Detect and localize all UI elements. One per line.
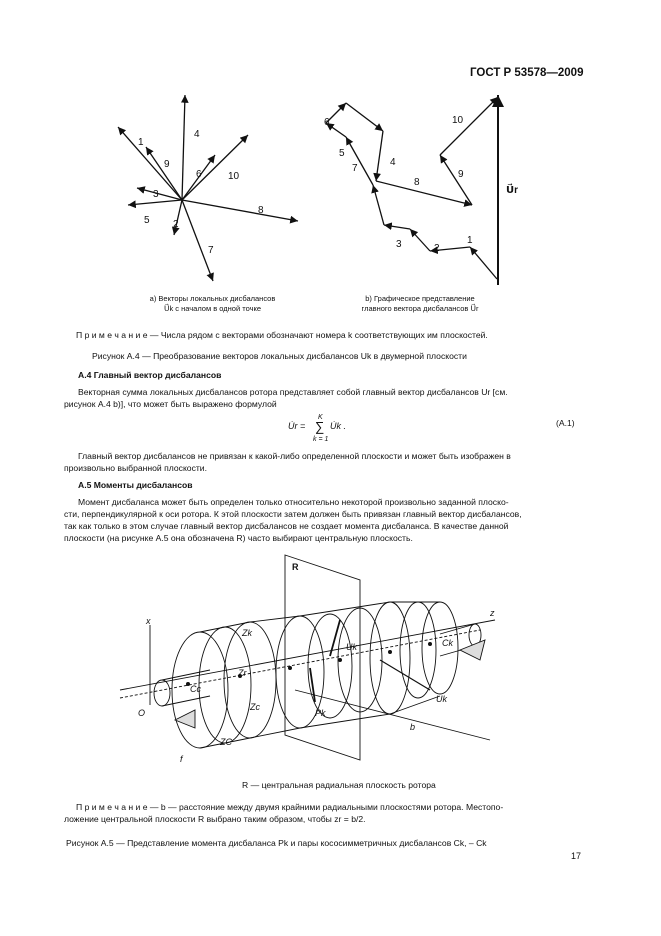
caption-b-line1: b) Графическое представление <box>365 294 475 303</box>
origin-label: O <box>138 708 146 718</box>
left-num-7: 7 <box>208 245 214 256</box>
section-a4-para1 <box>64 386 584 398</box>
a4-p1-line2: рисунок А.4 b)], что может быть выражено формулой <box>64 399 277 409</box>
note-text: — Числа рядом с векторами обозначают номера k соответствующих им плоскостей. <box>147 330 488 340</box>
figure-a4-title: Рисунок А.4 — Преобразование векторов локальных дисбалансов Uk в двумерной плоскости <box>92 351 467 361</box>
pk-label: Pk <box>315 708 326 718</box>
cc-label: Cc <box>190 684 201 694</box>
uk-arrow <box>380 660 430 690</box>
zc-label: Zc <box>250 702 260 712</box>
right-num-4: 4 <box>390 157 396 168</box>
sum-symbol: ∑ <box>315 419 325 434</box>
right-num-1: 1 <box>467 235 473 246</box>
left-num-8: 8 <box>258 205 264 216</box>
b-label: b <box>410 722 416 732</box>
a5-p1-line1: Момент дисбаланса может быть определен только относительно некоторой произвольно заданной плоско- <box>78 497 509 507</box>
figure-a5-title: Рисунок А.5 — Представление момента дисбаланса Pk и пары кососимметричных дисбалансов Ck, – Ck <box>66 838 487 848</box>
formula-number: (А.1) <box>556 418 575 428</box>
left-num-3: 3 <box>153 189 159 200</box>
formula-lhs: U̇r = <box>288 421 306 431</box>
f-label: f <box>180 754 183 764</box>
right-num-5: 5 <box>339 148 345 159</box>
z-axis-line <box>120 620 495 690</box>
left-num-2: 2 <box>173 219 179 230</box>
zk-label: Zk <box>242 628 252 638</box>
standard-number: ГОСТ Р 53578—2009 <box>470 67 584 79</box>
ck-label: Ck <box>442 638 453 648</box>
right-num-9: 9 <box>458 169 464 180</box>
figure-a5-r-caption: R — центральная радиальная плоскость ротора <box>242 780 436 790</box>
right-vector-numbers <box>324 115 518 254</box>
formula-rhs: U̇k . <box>330 421 347 431</box>
left-num-1: 1 <box>138 137 144 148</box>
note-label: П р и м е ч а н и е <box>76 330 148 340</box>
a4-p1-line1: Векторная сумма локальных дисбалансов ротора представляет собой главный вектор дисбалансов Ur [см. <box>78 387 508 397</box>
figure-a5-note <box>76 801 586 813</box>
right-num-6: 6 <box>324 117 330 128</box>
a5-note-line2: ложение центральной плоскости R выбрано таким образом, чтобы zr = b/2. <box>64 814 366 824</box>
a4-p2-line2: произвольно выбранной плоскости. <box>64 463 207 473</box>
formula-sum-bottom: k = 1 <box>313 436 329 443</box>
page-number: 17 <box>571 851 582 861</box>
figure-a4-caption-a <box>120 294 305 314</box>
right-num-10: 10 <box>452 115 464 126</box>
a4-p2-line1: Главный вектор дисбалансов не привязан к какой-либо определенной плоскости и может быть изображен в <box>78 451 511 461</box>
figure-a4-note <box>76 330 488 340</box>
ur-label: Uk <box>346 642 357 652</box>
right-num-2: 2 <box>434 243 440 254</box>
zc2-label: ZC <box>220 737 232 747</box>
section-a4-para1-cont <box>64 398 584 410</box>
section-a4-heading: А.4 Главный вектор дисбалансов <box>78 370 222 380</box>
a5-p1-line4: плоскости (на рисунке А.5 она обозначена R) часто выбирают центральную плоскость. <box>64 533 413 543</box>
section-a4-para2 <box>64 450 584 462</box>
section-a5-heading: А.5 Моменты дисбалансов <box>78 480 193 490</box>
plane-r-label: R <box>292 562 299 572</box>
left-shaft-end <box>154 680 170 706</box>
zr-label: Zr <box>238 668 247 678</box>
a5-p1-line3: так как только в этом случае главный вектор дисбалансов не создает момента дисбаланса. В качестве данной <box>64 521 509 531</box>
x-axis-label: x <box>146 616 151 626</box>
formula-sum-top: K <box>318 414 323 421</box>
left-num-4: 4 <box>194 129 200 140</box>
a5-note-line1: — b — расстояние между двумя крайними радиальными плоскостями ротора. Местопо- <box>147 802 504 812</box>
right-num-7: 7 <box>352 163 358 174</box>
right-disk <box>422 602 458 694</box>
left-num-10: 10 <box>228 171 240 182</box>
figure-a4-caption-b <box>340 294 500 314</box>
figure-a4-diagram <box>100 85 560 300</box>
right-num-8: 8 <box>414 177 420 188</box>
right-num-3: 3 <box>396 239 402 250</box>
caption-a-line2: U⃗k с началом в одной точке <box>163 304 262 313</box>
left-num-6: 6 <box>196 169 202 180</box>
left-num-5: 5 <box>144 215 150 226</box>
caption-b-line2: главного вектора дисбалансов U⃗r <box>361 304 479 313</box>
uk-label: Uk <box>436 694 447 704</box>
figure-a5-rotor-diagram <box>100 550 520 772</box>
a5-note-label: П р и м е ч а н и е <box>76 802 148 812</box>
caption-a-line1: а) Векторы локальных дисбалансов <box>149 294 276 303</box>
right-vector-polygon <box>326 95 498 285</box>
section-a4-para2-cont <box>64 462 584 474</box>
a5-p1-line2: сти, перпендикулярной к оси ротора. К этой плоскости затем должен быть привязан главный вектор дисбалансов, <box>64 509 522 519</box>
left-num-9: 9 <box>164 159 170 170</box>
z-axis-label: z <box>490 608 495 618</box>
left-vector-numbers <box>138 129 264 256</box>
right-vector-label: U⃗r <box>506 185 519 196</box>
